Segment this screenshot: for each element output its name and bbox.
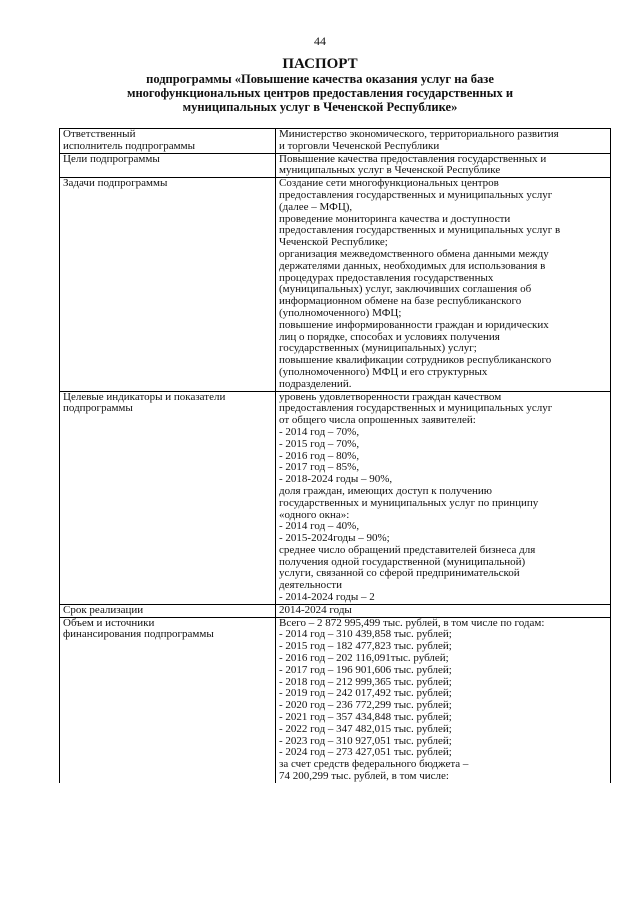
row-label-cell <box>60 178 276 391</box>
row-value-line: - 2015 год – 182 477,823 тыс. рублей; <box>279 640 452 653</box>
row-value-line: получения одной государственной (муниципальной) <box>279 555 526 568</box>
row-value-line: за счет средств федерального бюджета – <box>279 758 469 771</box>
row-value-line: и торговли Чеченской Республики <box>279 139 440 152</box>
row-value-line: - 2020 год – 236 772,299 тыс. рублей; <box>279 699 452 712</box>
row-value-line: Чеченской Республике; <box>279 236 388 249</box>
row-value-line: организация межведомственного обмена данными между <box>279 247 549 260</box>
row-value-line: среднее число обращений представителей бизнеса для <box>279 543 536 556</box>
row-value-line: - 2018 год – 212 999,365 тыс. рублей; <box>279 675 452 688</box>
row-value-line: - 2016 год – 80%, <box>279 449 360 462</box>
table-row <box>60 129 611 154</box>
table-row <box>60 178 611 391</box>
row-value-line: - 2022 год – 347 482,015 тыс. рублей; <box>279 722 452 735</box>
row-value-line: - 2015 год – 70%, <box>279 437 360 450</box>
row-label-line: Задачи подпрограммы <box>63 177 168 190</box>
row-label-cell <box>60 604 276 617</box>
row-value-line: деятельности <box>279 579 342 592</box>
row-value-line: государственных (муниципальных) услуг; <box>279 342 477 355</box>
row-value-line: - 2014 год – 40%, <box>279 520 360 533</box>
row-label-line: Срок реализации <box>63 603 144 616</box>
row-value-line: процедурах предоставления государственных <box>279 271 494 284</box>
row-value-cell <box>276 153 611 178</box>
row-value-cell <box>276 604 611 617</box>
row-value-line: - 2014 год – 310 439,858 тыс. рублей; <box>279 628 452 641</box>
row-value-line: - 2017 год – 196 901,606 тыс. рублей; <box>279 663 452 676</box>
row-value-cell <box>276 391 611 604</box>
row-value-line: Создание сети многофункциональных центров <box>279 177 499 190</box>
row-value-line: 2014-2024 годы <box>279 603 352 616</box>
row-value-line: государственных и муниципальных услуг по принципу <box>279 496 539 509</box>
document-title <box>40 56 600 114</box>
row-value-line: от общего числа опрошенных заявителей: <box>279 414 476 427</box>
row-value-line: доля граждан, имеющих доступ к получению <box>279 484 492 497</box>
row-label-line: Объем и источники <box>63 616 155 629</box>
row-label-cell <box>60 617 276 783</box>
row-value-line: - 2014-2024 годы – 2 <box>279 591 375 604</box>
row-value-line: повышение информированности граждан и юридических <box>279 318 549 331</box>
row-value-line: - 2024 год – 273 427,051 тыс. рублей; <box>279 746 452 759</box>
row-label-line: Целевые индикаторы и показатели <box>63 390 226 403</box>
title-line: подпрограммы «Повышение качества оказания услуг на базе <box>146 72 494 86</box>
row-value-line: информационном обмене на базе республиканского <box>279 295 522 308</box>
row-label-line: финансирования подпрограммы <box>63 628 214 641</box>
row-value-line: Министерство экономического, территориального развития <box>279 128 559 140</box>
row-value-line: (муниципальных) услуг, заключивших соглашения об <box>279 283 532 296</box>
row-label-cell <box>60 391 276 604</box>
row-value-line: Повышение качества предоставления государственных и <box>279 152 547 165</box>
row-value-line: - 2018-2024 годы – 90%, <box>279 473 393 486</box>
row-value-line: - 2021 год – 357 434,848 тыс. рублей; <box>279 711 452 724</box>
title-line: муниципальных услуг в Чеченской Республике» <box>182 100 458 114</box>
table-row <box>60 153 611 178</box>
row-value-line: (уполномоченного) МФЦ и его структурных <box>279 365 488 378</box>
page-number: 44 <box>314 34 326 48</box>
row-value-line: (далее – МФЦ), <box>279 200 353 213</box>
row-label-line: Цели подпрограммы <box>63 152 160 165</box>
row-value-line: муниципальных услуг в Чеченской Республике <box>279 164 501 177</box>
row-label-cell <box>60 129 276 154</box>
row-label-line: подпрограммы <box>63 402 133 415</box>
row-value-line: - 2019 год – 242 017,492 тыс. рублей; <box>279 687 452 700</box>
table-row <box>60 617 611 783</box>
title-line: многофункциональных центров предоставления государственных и <box>126 86 514 100</box>
row-value-line: повышение квалификации сотрудников республиканского <box>279 354 552 367</box>
row-value-line: 74 200,299 тыс. рублей, в том числе: <box>279 770 449 783</box>
title-main: ПАСПОРТ <box>282 56 358 72</box>
row-value-line: услуги, связанной со сферой предпринимательской <box>279 567 520 580</box>
row-value-cell <box>276 617 611 783</box>
row-value-line: лиц о порядке, способах и условиях получения <box>279 330 500 343</box>
row-value-line: - 2014 год – 70%, <box>279 425 360 438</box>
row-value-line: предоставления государственных и муниципальных услуг <box>279 188 553 201</box>
passport-table <box>59 128 611 783</box>
row-value-line: предоставления государственных и муниципальных услуг <box>279 402 553 415</box>
table-row <box>60 391 611 604</box>
row-value-cell <box>276 129 611 154</box>
row-value-line: предоставления государственных и муниципальных услуг в <box>279 224 561 237</box>
row-value-line: подразделений. <box>279 377 352 390</box>
row-value-cell <box>276 178 611 391</box>
row-value-line: - 2017 год – 85%, <box>279 461 360 474</box>
row-value-line: держателями данных, необходимых для использования в <box>279 259 546 272</box>
row-value-line: Всего – 2 872 995,499 тыс. рублей, в том числе по годам: <box>279 616 545 629</box>
row-value-line: уровень удовлетворенности граждан качеством <box>279 390 502 403</box>
row-value-line: - 2015-2024годы – 90%; <box>279 532 390 545</box>
row-value-line: - 2023 год – 310 927,051 тыс. рублей; <box>279 734 452 747</box>
table-row <box>60 604 611 617</box>
row-value-line: - 2016 год – 202 116,091тыс. рублей; <box>279 652 449 665</box>
row-label-line: Ответственный <box>63 128 136 140</box>
row-value-line: (уполномоченного) МФЦ; <box>279 306 402 319</box>
row-label-line: исполнитель подпрограммы <box>63 139 195 152</box>
row-label-cell <box>60 153 276 178</box>
row-value-line: проведение мониторинга качества и доступности <box>279 212 511 225</box>
row-value-line: «одного окна»: <box>279 508 350 521</box>
